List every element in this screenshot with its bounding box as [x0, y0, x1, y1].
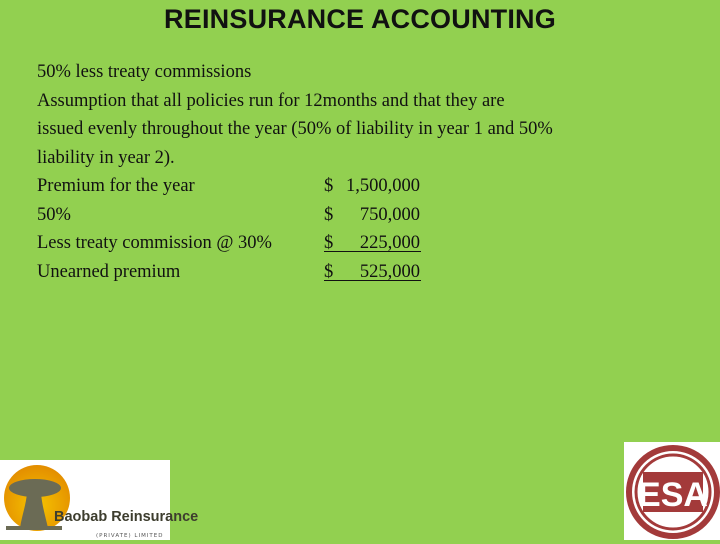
unearned-premium-label: Unearned premium — [37, 261, 181, 282]
fifty-percent-amount: 750,000 — [359, 204, 420, 225]
fifty-percent-label: 50% — [37, 204, 71, 225]
baobab-logo-graphic — [0, 460, 199, 540]
fifty-percent-row — [37, 201, 677, 230]
body-line-3: issued evenly throughout the year (50% of liability in year 1 and 50% — [37, 119, 553, 139]
premium-currency: $ — [324, 176, 334, 196]
esa-logo-graphic — [624, 442, 720, 540]
slide-title: REINSURANCE ACCOUNTING — [164, 4, 556, 34]
unearned-premium-amount: 525,000 — [359, 261, 420, 282]
baobab-logo-tagline: (PRIVATE) LIMITED — [96, 533, 164, 539]
baobab-logo-name: Baobab Reinsurance — [54, 509, 199, 525]
treaty-commission-amount: 225,000 — [359, 233, 420, 253]
esa-logo — [624, 442, 720, 540]
unearned-premium-currency: $ — [324, 261, 334, 282]
treaty-commission-label: Less treaty commission @ 30% — [37, 233, 272, 253]
treaty-commission-currency: $ — [324, 233, 334, 253]
slide-body — [37, 58, 677, 286]
esa-logo-letters: ESA — [638, 476, 708, 514]
treaty-commission-row — [37, 229, 677, 258]
body-line-4: liability in year 2). — [37, 147, 175, 168]
premium-label: Premium for the year — [37, 176, 195, 196]
baobab-reinsurance-logo — [0, 460, 199, 540]
premium-amount: 1,500,000 — [346, 176, 420, 196]
unearned-premium-underline — [324, 280, 421, 281]
body-line-2: Assumption that all policies run for 12months and that they are — [37, 90, 505, 111]
unearned-premium-row — [37, 258, 677, 287]
fifty-percent-currency: $ — [324, 204, 334, 225]
premium-row — [37, 172, 677, 201]
body-line-1: 50% less treaty commissions — [37, 62, 252, 82]
treaty-commission-underline — [324, 251, 421, 252]
